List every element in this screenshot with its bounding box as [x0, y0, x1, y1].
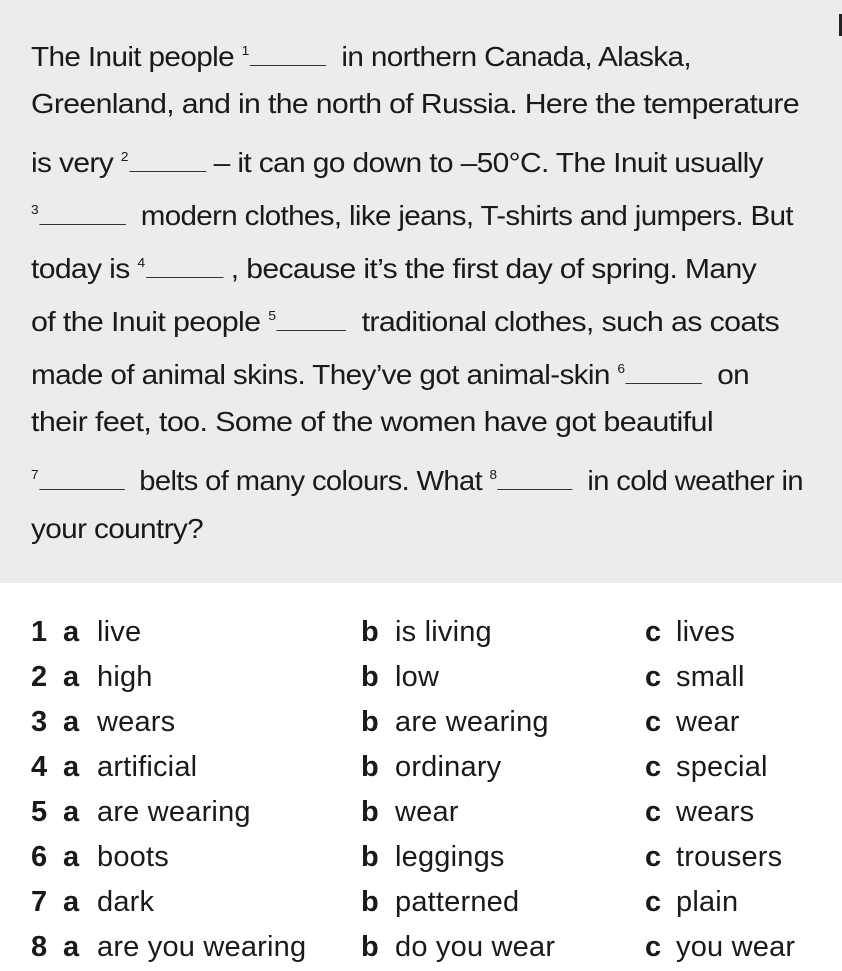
passage-line — [31, 34, 691, 74]
option-letter-b: b — [361, 706, 379, 738]
option-letter-c: c — [645, 751, 662, 783]
gap-number: 2 — [120, 149, 128, 164]
option-row — [0, 790, 842, 834]
passage-line — [31, 352, 749, 392]
gap-number: 5 — [268, 308, 276, 323]
option-b: low — [395, 661, 440, 693]
passage-text-run: today is — [31, 253, 138, 284]
option-row — [0, 880, 842, 924]
option-letter-b: b — [361, 661, 379, 693]
option-a: live — [97, 616, 142, 648]
option-letter-a: a — [63, 931, 80, 963]
question-number: 3 — [31, 706, 48, 738]
option-b: leggings — [395, 841, 505, 873]
option-letter-b: b — [361, 616, 379, 648]
option-c: trousers — [676, 841, 783, 873]
option-letter-a: a — [63, 706, 80, 738]
option-c: lives — [676, 616, 736, 648]
question-number: 7 — [31, 886, 48, 918]
passage-text-run: The Inuit people — [31, 41, 242, 72]
option-letter-c: c — [645, 841, 662, 873]
option-row — [0, 835, 842, 879]
question-number: 5 — [31, 796, 48, 828]
option-letter-a: a — [63, 796, 80, 828]
option-letter-a: a — [63, 661, 80, 693]
passage-line — [31, 458, 803, 498]
gap-blank — [626, 361, 702, 384]
option-a: are you wearing — [97, 931, 307, 963]
option-letter-c: c — [645, 706, 662, 738]
passage-line — [31, 193, 793, 233]
option-c: you wear — [676, 931, 796, 963]
option-letter-c: c — [645, 616, 662, 648]
option-c: wears — [676, 796, 755, 828]
gap-blank — [277, 308, 347, 331]
passage-line — [31, 299, 779, 339]
option-letter-a: a — [63, 616, 80, 648]
passage-text-run: belts of many colours. What — [124, 465, 490, 496]
gap-number: 1 — [241, 43, 249, 58]
question-number: 6 — [31, 841, 48, 873]
passage-text-run: on — [701, 359, 749, 390]
option-letter-b: b — [361, 841, 379, 873]
option-letter-b: b — [361, 751, 379, 783]
option-letter-c: c — [645, 931, 662, 963]
option-a: are wearing — [97, 796, 251, 828]
gap-number: 7 — [31, 467, 38, 482]
question-number: 4 — [31, 751, 48, 783]
option-row — [0, 655, 842, 699]
passage-line — [31, 246, 756, 286]
passage-text-run: Greenland, and in the north of Russia. Here the temperature — [31, 88, 800, 119]
passage-line — [31, 87, 799, 121]
option-a: high — [97, 661, 153, 693]
option-b: is living — [395, 616, 492, 648]
option-a: artificial — [97, 751, 198, 783]
option-a: dark — [97, 886, 155, 918]
gap-blank — [39, 467, 124, 490]
gap-number: 3 — [31, 202, 39, 217]
option-letter-a: a — [63, 751, 80, 783]
passage-text-run: is very — [31, 147, 121, 178]
option-c: special — [676, 751, 768, 783]
option-letter-b: b — [361, 886, 379, 918]
gap-blank — [39, 202, 126, 225]
option-b: ordinary — [395, 751, 502, 783]
question-number: 2 — [31, 661, 48, 693]
passage-text-run: , because it’s the first day of spring. Many — [223, 253, 756, 284]
option-a: boots — [97, 841, 169, 873]
option-letter-b: b — [361, 931, 379, 963]
passage-text-run: your country? — [31, 513, 203, 544]
question-number: 8 — [31, 931, 48, 963]
passage-text-run: modern clothes, like jeans, T-shirts and jumpers. But — [125, 200, 793, 231]
option-row — [0, 745, 842, 789]
option-b: patterned — [395, 886, 520, 918]
passage-text-run: in cold weather in — [572, 465, 803, 496]
option-letter-c: c — [645, 886, 662, 918]
passage-text-run: traditional clothes, such as coats — [346, 306, 779, 337]
option-b: wear — [395, 796, 459, 828]
passage-line — [31, 405, 713, 439]
gap-number: 4 — [137, 255, 145, 270]
passage-text-run: in northern Canada, Alaska, — [326, 41, 692, 72]
passage-line — [31, 140, 763, 180]
option-letter-c: c — [645, 661, 662, 693]
gap-blank — [146, 255, 223, 278]
gap-number: 8 — [489, 467, 497, 482]
passage-line — [31, 512, 203, 546]
option-c: plain — [676, 886, 739, 918]
option-a: wears — [97, 706, 176, 738]
gap-blank — [497, 467, 572, 490]
option-row — [0, 700, 842, 744]
option-letter-c: c — [645, 796, 662, 828]
option-letter-a: a — [63, 841, 80, 873]
gap-number: 6 — [617, 361, 625, 376]
passage-text-run: – it can go down to –50°C. The Inuit usually — [205, 147, 763, 178]
option-c: wear — [676, 706, 740, 738]
option-b: are wearing — [395, 706, 549, 738]
option-b: do you wear — [395, 931, 556, 963]
option-c: small — [676, 661, 745, 693]
question-number: 1 — [31, 616, 48, 648]
option-row — [0, 610, 842, 654]
passage-text-run: of the Inuit people — [31, 306, 269, 337]
gap-blank — [250, 43, 326, 66]
passage-text-run: their feet, too. Some of the women have got beautiful — [31, 406, 713, 437]
option-letter-a: a — [63, 886, 80, 918]
passage-text-run: made of animal skins. They’ve got animal-skin — [31, 359, 618, 390]
option-letter-b: b — [361, 796, 379, 828]
option-row — [0, 925, 842, 969]
gap-blank — [129, 149, 206, 172]
